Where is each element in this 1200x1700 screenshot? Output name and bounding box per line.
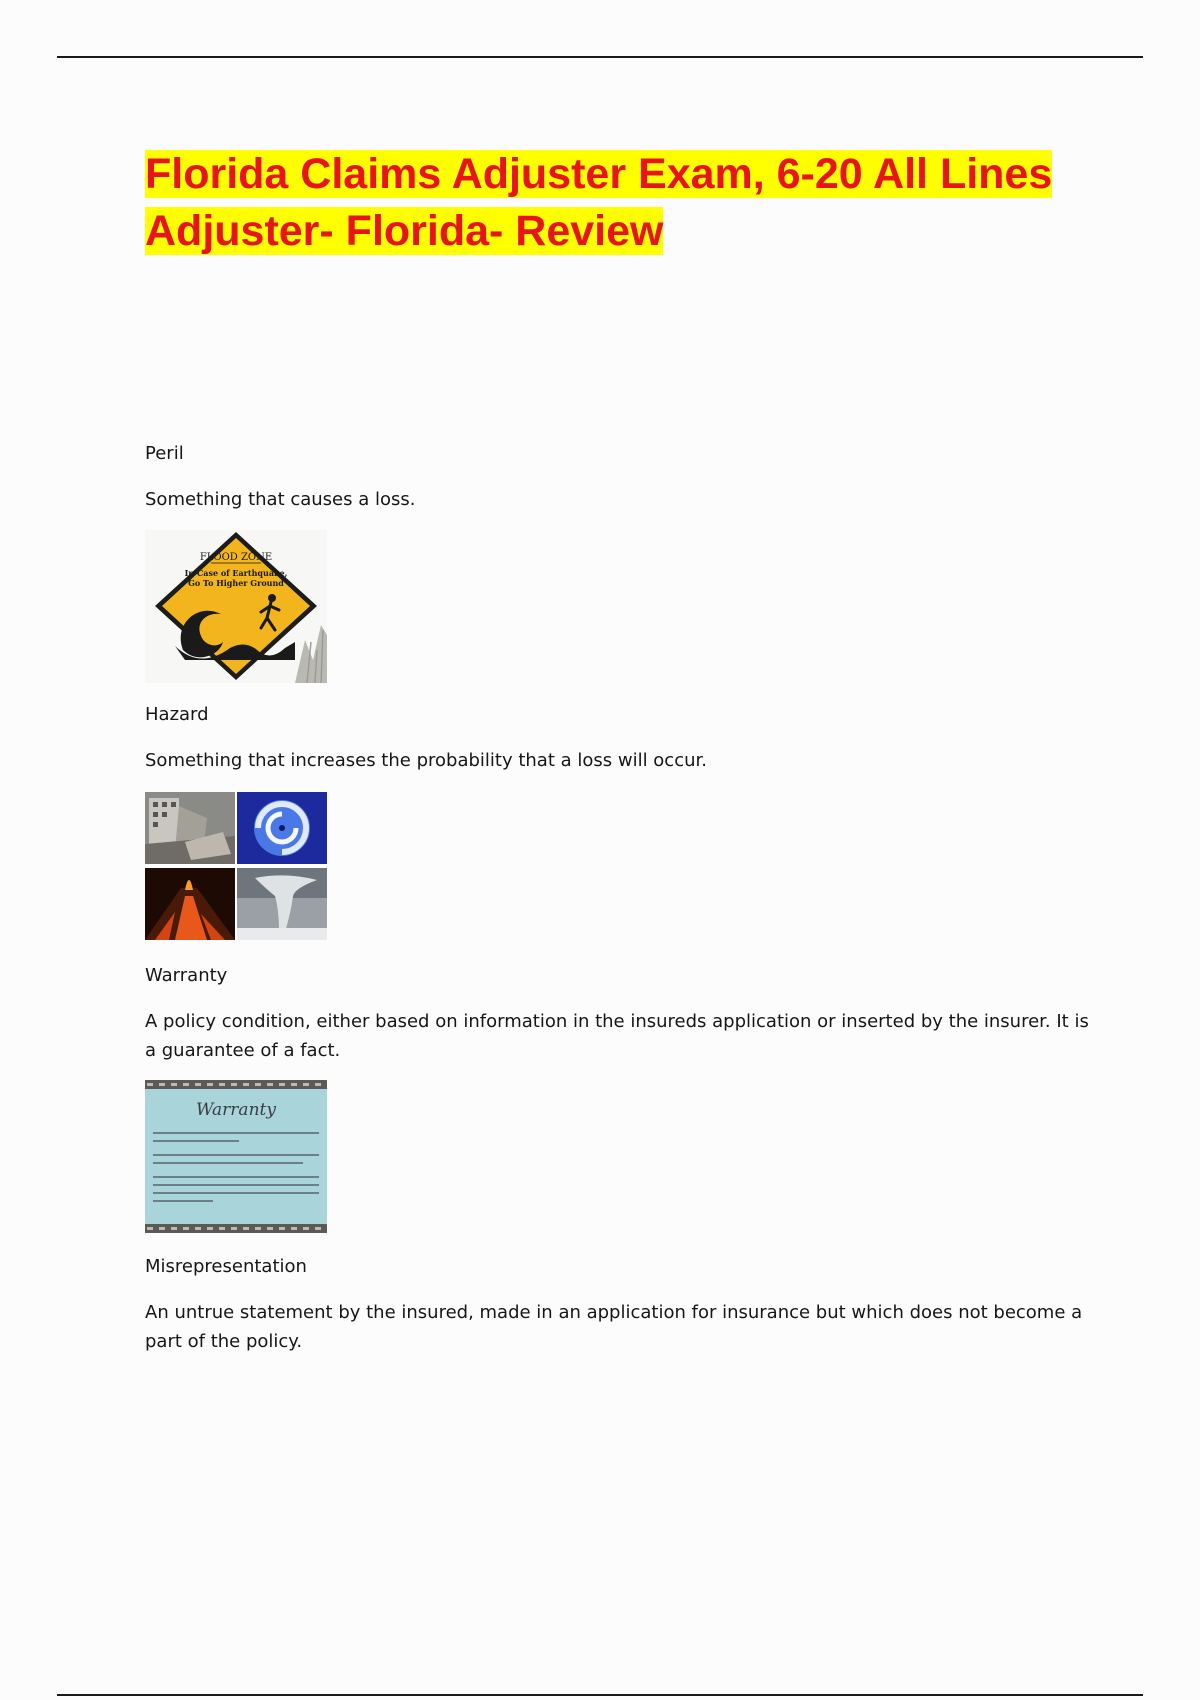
term-peril: Peril — [145, 443, 184, 464]
sign-line-1: In Case of Earthquake, — [184, 568, 288, 578]
natural-disasters-collage-image — [145, 792, 327, 940]
document-title: Florida Claims Adjuster Exam, 6-20 All Lines Adjuster- Florida- Review — [145, 150, 1053, 255]
term-warranty: Warranty — [145, 965, 228, 986]
definition-hazard: Something that increases the probability that a loss will occur. — [145, 750, 707, 771]
sign-heading: FLOOD ZONE — [199, 552, 273, 563]
header-rule — [57, 56, 1143, 58]
definition-warranty: A policy condition, either based on information in the insureds application or inserted by the insurer. It is a guarantee of a fact. — [145, 1011, 1089, 1061]
definition-peril: Something that causes a loss. — [145, 489, 416, 510]
term-hazard: Hazard — [145, 704, 209, 725]
definition-misrepresentation: An untrue statement by the insured, made in an application for insurance but which does not become a part of the policy. — [145, 1302, 1083, 1352]
sign-line-2: Go To Higher Ground — [188, 578, 284, 588]
footer-rule — [57, 1694, 1143, 1696]
warranty-card-heading: Warranty — [196, 1100, 276, 1120]
warranty-card-image — [145, 1080, 327, 1233]
term-misrepresentation: Misrepresentation — [145, 1256, 307, 1277]
flood-zone-sign-image — [145, 530, 327, 683]
